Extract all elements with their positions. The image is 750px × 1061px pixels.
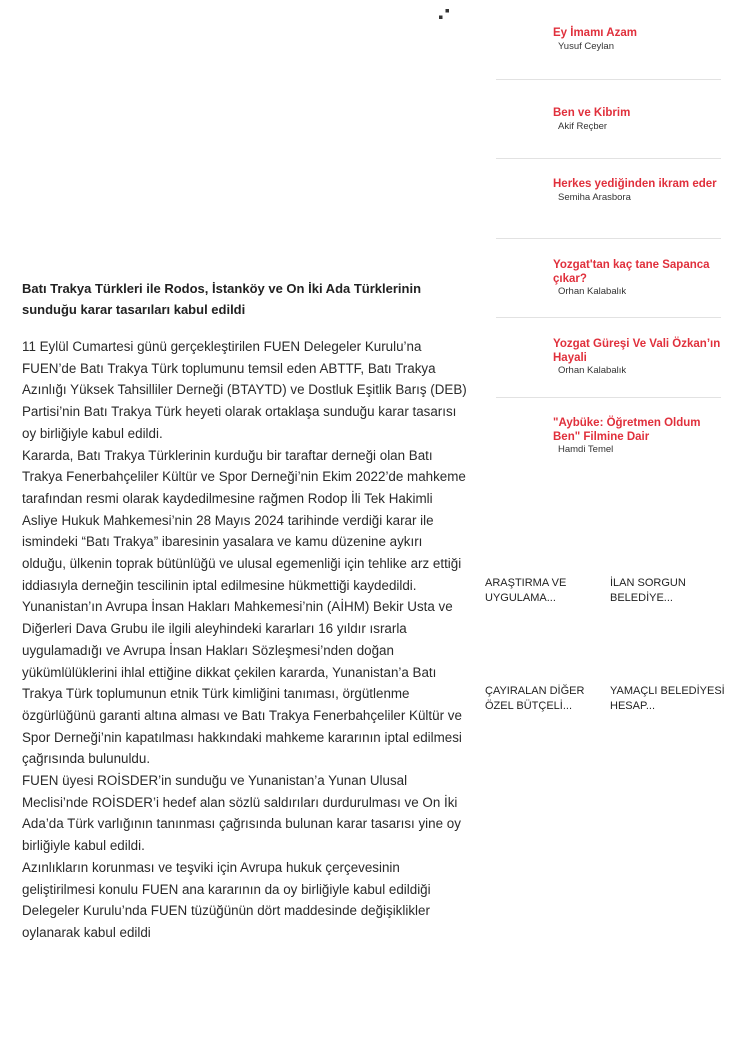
related-news-grid bbox=[485, 576, 735, 792]
column-author[interactable]: Semiha Arasbora bbox=[558, 191, 631, 203]
column-author[interactable]: Orhan Kalabalık bbox=[558, 286, 627, 297]
related-news-link[interactable]: ARAŞTIRMA VE UYGULAMA... bbox=[485, 577, 567, 604]
column-title-link[interactable]: Yozgat Güreşi Ve Vali Özkan’ın Hayali bbox=[553, 338, 721, 364]
column-author[interactable]: Hamdi Temel bbox=[558, 444, 614, 455]
expand-arrows-icon[interactable] bbox=[439, 9, 449, 19]
column-author[interactable]: Akif Reçber bbox=[558, 120, 608, 132]
column-author[interactable]: Yusuf Ceylan bbox=[558, 40, 614, 52]
related-news-link[interactable]: YAMAÇLI BELEDİYESİ HESAP... bbox=[610, 685, 725, 712]
column-title-link[interactable]: Herkes yediğinden ikram eder bbox=[553, 178, 717, 190]
author-column-item[interactable] bbox=[496, 0, 721, 80]
related-row bbox=[485, 576, 735, 684]
article-paragraph: 11 Eylül Cumartesi günü gerçekleştirilen FUEN Delegeler Kurulu’na FUEN’de Batı Trakya Türk toplumunu temsil eden ABTTF, Batı Trakya Azınlığı Yüksek Tahsilliler Derneği (BTAYTD) ve Dostluk Eşitlik Barış (DEB) Partisi’nin Batı Trakya Türk heyeti olarak ortaklaşa sunduğu karar tasarısı oy birliğiyle kabul edildi. bbox=[22, 339, 467, 441]
article bbox=[22, 278, 467, 944]
article-paragraph: Yunanistan’ın Avrupa İnsan Hakları Mahkemesi’nin (AİHM) Bekir Usta ve Diğerleri Dava Grubu ile ilgili aleyhindeki kararları 16 yıldır ısrarla uygulamadığı ve Avrupa İnsan Hakları Sözleşmesi’nden doğan yükümlülüklerini ihlal ettiğine dikkat çekilen kararda, Yunanistan’a Batı Trakya Türk toplumunun etnik Türk kimliğini tanıması, örgütlenme özgürlüğünü garanti altına alması ve Batı Trakya Fenerbahçeliler Kültür ve Spor Derneği’nin kapatılması hakkındaki mahkeme kararının iptal edilmesi çağrısında bulunuldu. bbox=[22, 599, 462, 767]
column-title-link[interactable]: "Aybüke: Öğretmen Oldum Ben" Filmine Dair bbox=[553, 417, 701, 443]
article-paragraph: Azınlıkların korunması ve teşviki için Avrupa hukuk çerçevesinin geliştirilmesi konulu FUEN ana kararının da oy birliğiyle kabul edildiği Delegeler Kurulu’nda FUEN tüzüğünün dört maddesinde değişiklikler oylanarak kabul edildi bbox=[22, 859, 431, 940]
column-title-link[interactable]: Ey İmamı Azam bbox=[553, 27, 637, 39]
article-paragraph: Kararda, Batı Trakya Türklerinin kurduğu bir taraftar derneği olan Batı Trakya Fenerbahçeliler Kültür ve Spor Derneği’nin Ekim 2022’de mahkeme tarafından resmi olarak kaydedilmesine rağmen Rodop İli Tek Hakimli Asliye Hukuk Mahkemesi’nin 28 Mayıs 2024 tarihinde verdiği karar ile ismindeki “Batı Trakya” ibaresinin yasalara ve kamu düzenine aykırı olduğu, ülkenin toprak bütünlüğü ve ulusal egemenliği için tehlike arz ettiği iddiasıyla derneğin tescilinin iptal edilmesine hükmettiği kaydedildi. bbox=[22, 447, 466, 593]
author-column-item[interactable] bbox=[496, 318, 721, 398]
article-paragraph: FUEN üyesi ROİSDER’in sunduğu ve Yunanistan’a Yunan Ulusal Meclisi’nde ROİSDER’i hedef alan sözlü saldırıları durdurulması ve On İki Ada’da Türk varlığının tanınması çağrısında bulunan karar tasarısı yine oy birliğiyle kabul edildi. bbox=[22, 773, 461, 854]
related-news-link[interactable]: İLAN SORGUN BELEDİYE... bbox=[610, 577, 686, 604]
article-body bbox=[22, 336, 467, 944]
related-news-link[interactable]: ÇAYIRALAN DİĞER ÖZEL BÜTÇELİ... bbox=[485, 685, 585, 712]
author-column-item[interactable] bbox=[496, 239, 721, 318]
author-column-item[interactable] bbox=[496, 80, 721, 159]
column-title-link[interactable]: Yozgat'tan kaç tane Sapanca çıkar? bbox=[553, 259, 710, 285]
author-column-item[interactable] bbox=[496, 159, 721, 239]
authors-sidebar bbox=[496, 0, 721, 478]
column-author[interactable]: Orhan Kalabalık bbox=[558, 365, 627, 376]
author-column-item[interactable] bbox=[496, 398, 721, 478]
column-title-link[interactable]: Ben ve Kibrim bbox=[553, 107, 631, 119]
related-row bbox=[485, 684, 735, 792]
article-title: Batı Trakya Türkleri ile Rodos, İstanköy ve On İki Ada Türklerinin sunduğu karar tasarıları kabul edildi bbox=[22, 281, 422, 317]
